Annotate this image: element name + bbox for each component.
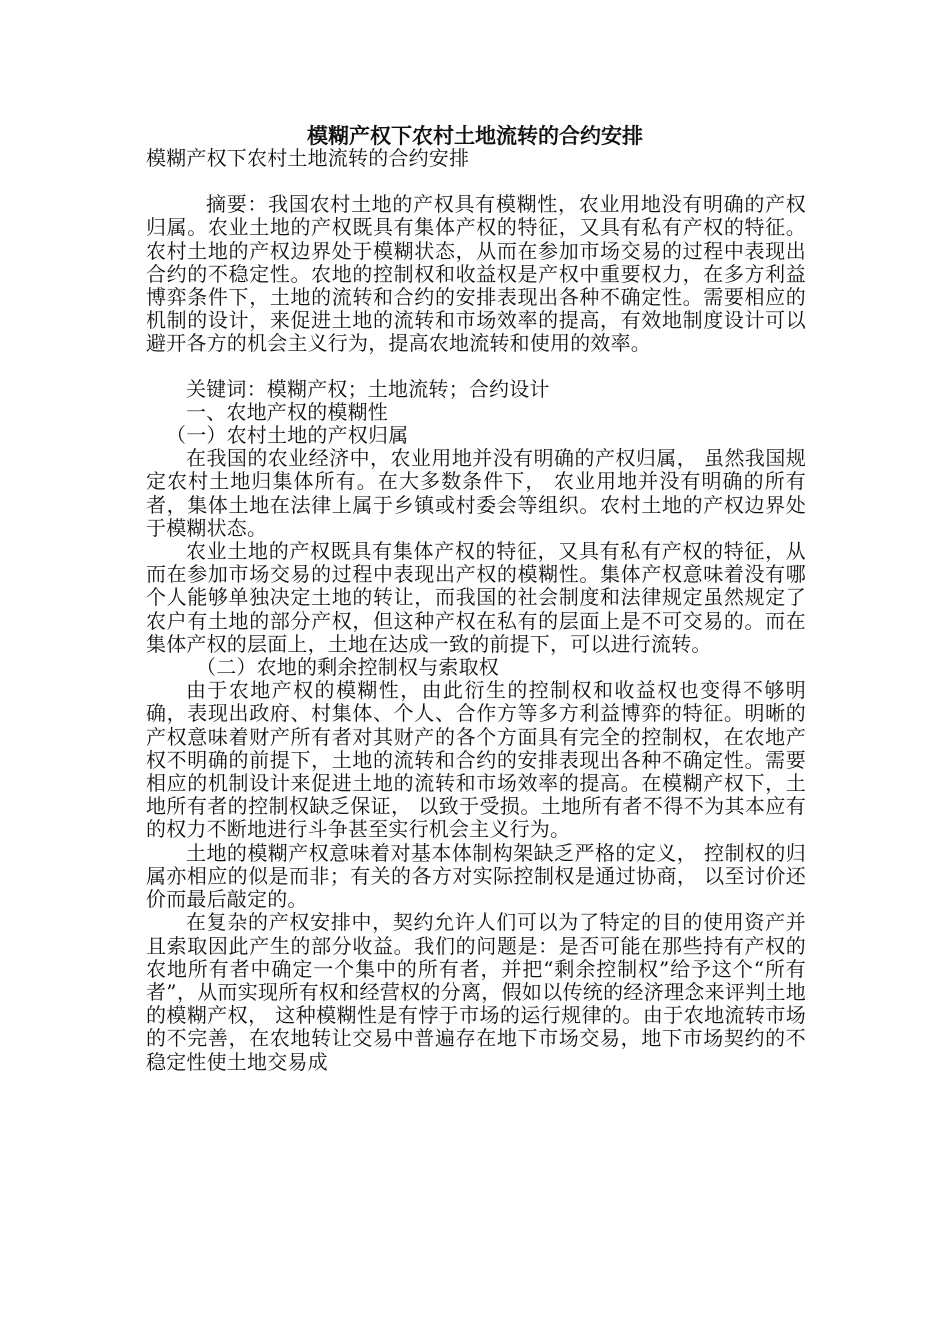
spacer (146, 356, 806, 378)
abstract-paragraph: 摘要：我国农村土地的产权具有模糊性，农业用地没有明确的产权归属。农业土地的产权既具有集体产权的特征，又具有私有产权的特征。农村土地的产权边界处于模糊状态，从而在参加市场交易的过程中表现出合约的不稳定性。农地的控制权和收益权是产权中重要权力，在多方利益博弈条件下，土地的流转和合约的安排表现出各种不确定性。需要相应的机制的设计，来促进土地的流转和市场效率的提高，有效地制度设计可以避开各方的机会主义行为，提高农地流转和使用的效率。 (146, 192, 806, 356)
document-subtitle: 模糊产权下农村土地流转的合约安排 (146, 146, 470, 170)
body-paragraph: 由于农地产权的模糊性，由此衍生的控制权和收益权也变得不够明确，表现出政府、村集体、个人、合作方等多方利益博弈的特征。明晰的产权意味着财产所有者对其财产的各个方面具有完全的控制权，在农地产权不明确的前提下，土地的流转和合约的安排表现出各种不确定性。需要相应的机制设计来促进土地的流转和市场效率的提高。在模糊产权下，土地所有者的控制权缺乏保证， 以致于受损。土地所有者不得不为其本应有的权力不断地进行斗争甚至实行机会主义行为。 (146, 678, 806, 842)
document-title: 模糊产权下农村土地流转的合约安排 (307, 123, 643, 148)
document-body (146, 147, 806, 1074)
subsection-heading: （一）农村土地的产权归属 (166, 423, 409, 448)
body-paragraph: 土地的模糊产权意味着对基本体制构架缺乏严格的定义， 控制权的归属亦相应的似是而非；有关的各方对实际控制权是通过协商， 以至讨价还价而最后敲定的。 (146, 840, 806, 912)
spacer (146, 170, 806, 193)
subsection-heading: （二）农地的剩余控制权与索取权 (196, 655, 499, 680)
body-paragraph: 农业土地的产权既具有集体产权的特征，又具有私有产权的特征，从而在参加市场交易的过程中表现出产权的模糊性。集体产权意味着没有哪个人能够单独决定土地的转让，而我国的社会制度和法律规定虽然规定了农户有土地的部分产权，但这种产权在私有的层面上是不可交易的。而在集体产权的层面上，土地在达成一致的前提下，可以进行流转。 (146, 539, 806, 656)
keywords-line: 关键词：模糊产权；土地流转；合约设计 (186, 376, 550, 401)
body-paragraph: 在我国的农业经济中，农业用地并没有明确的产权归属， 虽然我国规定农村土地归集体所有。在大多数条件下， 农业用地并没有明确的所有者，集体土地在法律上属于乡镇或村委会等组织。农村土地的产权边界处于模糊状态。 (146, 446, 806, 540)
section-heading: 一、农地产权的模糊性 (186, 399, 388, 424)
body-paragraph: 在复杂的产权安排中，契约允许人们可以为了特定的目的使用资产并且索取因此产生的部分收益。我们的问题是：是否可能在那些持有产权的农地所有者中确定一个集中的所有者，并把“剩余控制权”给予这个“所有者”，从而实现所有权和经营权的分离，假如以传统的经济理念来评判土地的模糊产权， 这种模糊性是有悖于市场的运行规律的。由于农地流转市场的不完善，在农地转让交易中普遍存在地下市场交易，地下市场契约的不稳定性使土地交易成 (146, 910, 806, 1074)
